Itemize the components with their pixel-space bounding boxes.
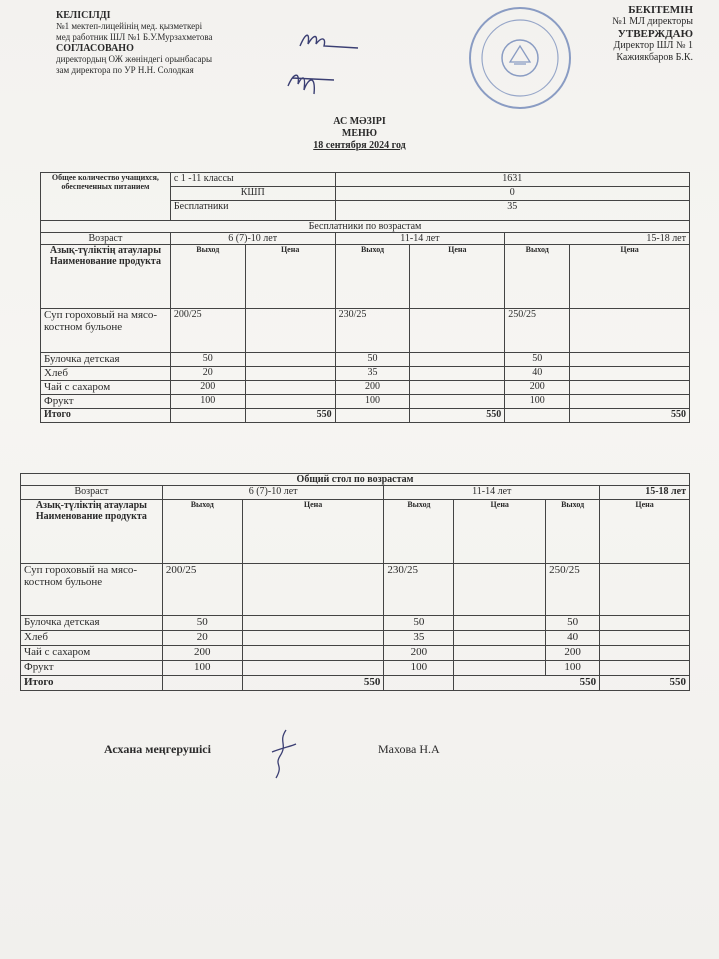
approve-kz-heading: БЕКІТЕМІН (628, 4, 693, 16)
total-output (384, 676, 454, 691)
price-header: Цена (242, 500, 384, 564)
price-value (410, 381, 505, 395)
output-value: 100 (546, 661, 600, 676)
output-header: Выход (162, 500, 242, 564)
menu-title-kz: АС МӘЗІРІ (333, 116, 386, 127)
output-value: 20 (162, 631, 242, 646)
menu-title-ru: МЕНЮ (341, 128, 378, 139)
price-value (454, 616, 546, 631)
total-value: 550 (410, 409, 505, 423)
section-title: Бесплатники по возрастам (41, 221, 690, 233)
output-value: 250/25 (505, 309, 570, 353)
deputy-line-kz: директордың ОЖ жөніндегі орынбасары (56, 54, 213, 64)
price-value (242, 646, 384, 661)
output-header: Выход (170, 245, 245, 309)
deputy-signature (282, 66, 342, 100)
output-value: 35 (335, 367, 410, 381)
output-value: 200 (335, 381, 410, 395)
output-value: 200 (546, 646, 600, 661)
medic-line-ru: мед работник ШЛ №1 Б.У.Мурзахметова (56, 32, 213, 42)
product-name: Булочка детская (21, 616, 163, 631)
menu-title-block (0, 116, 719, 152)
price-value (570, 309, 690, 353)
total-output (335, 409, 410, 423)
summary-row-value: 1631 (335, 173, 689, 187)
price-value (600, 616, 690, 631)
price-value (454, 661, 546, 676)
summary-row-name: КШП (170, 187, 335, 201)
agreed-kz-heading: КЕЛІСІЛДІ (56, 10, 111, 21)
canteen-head-role: Асхана меңгерушісі (104, 742, 211, 756)
general-table (20, 473, 690, 691)
price-value (245, 367, 335, 381)
price-value (410, 367, 505, 381)
output-value: 250/25 (546, 564, 600, 616)
price-value (600, 646, 690, 661)
price-value (600, 631, 690, 646)
output-header: Выход (335, 245, 410, 309)
official-stamp (460, 2, 580, 112)
summary-row-value: 35 (335, 201, 689, 221)
output-value: 50 (546, 616, 600, 631)
product-name: Фрукт (21, 661, 163, 676)
age-group: 6 (7)-10 лет (170, 233, 335, 245)
summary-row-name: Бесплатники (170, 201, 335, 221)
output-value: 230/25 (335, 309, 410, 353)
output-value: 100 (505, 395, 570, 409)
total-value: 550 (454, 676, 600, 691)
age-group: 6 (7)-10 лет (162, 486, 384, 500)
price-value (570, 367, 690, 381)
price-value (245, 381, 335, 395)
product-name: Суп гороховый на мясо-костном бульоне (21, 564, 163, 616)
price-value (245, 395, 335, 409)
price-header: Цена (410, 245, 505, 309)
product-header: Азық-түліктің атаулары Наименование продукта (21, 500, 163, 564)
output-value: 200 (384, 646, 454, 661)
price-header: Цена (245, 245, 335, 309)
price-value (454, 631, 546, 646)
output-value: 100 (170, 395, 245, 409)
output-value: 200 (505, 381, 570, 395)
price-value (454, 564, 546, 616)
output-value: 50 (505, 353, 570, 367)
total-output (162, 676, 242, 691)
output-value: 20 (170, 367, 245, 381)
output-value: 100 (335, 395, 410, 409)
summary-row-value: 0 (335, 187, 689, 201)
output-value: 50 (384, 616, 454, 631)
medic-signature (296, 28, 366, 54)
price-header: Цена (600, 500, 690, 564)
age-group: 15-18 лет (600, 486, 690, 500)
price-value (600, 564, 690, 616)
price-value (242, 564, 384, 616)
product-name: Фрукт (41, 395, 171, 409)
output-value: 50 (170, 353, 245, 367)
approval-block-right (612, 4, 693, 64)
director-name: Кажиякбаров Б.К. (616, 52, 693, 63)
total-label: Итого (21, 676, 163, 691)
price-header: Цена (454, 500, 546, 564)
approve-ru-heading: УТВЕРЖДАЮ (617, 28, 693, 40)
total-value: 550 (242, 676, 384, 691)
product-header: Азық-түліктің атаулары Наименование продукта (41, 245, 171, 309)
price-value (600, 661, 690, 676)
total-label: Итого (41, 409, 171, 423)
product-name: Суп гороховый на мясо-костном бульоне (41, 309, 171, 353)
price-value (242, 616, 384, 631)
output-value: 35 (384, 631, 454, 646)
price-value (454, 646, 546, 661)
output-value: 100 (384, 661, 454, 676)
price-value (570, 381, 690, 395)
output-value: 230/25 (384, 564, 454, 616)
product-name: Хлеб (41, 367, 171, 381)
output-value: 200 (170, 381, 245, 395)
director-line-kz: №1 МЛ директоры (612, 16, 693, 27)
total-value: 550 (245, 409, 335, 423)
price-value (570, 395, 690, 409)
age-label: Возраст (21, 486, 163, 500)
price-value (245, 309, 335, 353)
age-group: 11-14 лет (335, 233, 505, 245)
canteen-head-signature (262, 726, 302, 784)
total-value: 550 (600, 676, 690, 691)
price-value (410, 353, 505, 367)
menu-date: 18 сентября 2024 год (313, 140, 406, 151)
canteen-head-name: Махова Н.А (378, 742, 440, 756)
output-value: 50 (335, 353, 410, 367)
price-value (410, 309, 505, 353)
product-name: Хлеб (21, 631, 163, 646)
price-value (242, 631, 384, 646)
price-value (245, 353, 335, 367)
summary-row-name: с 1 -11 классы (170, 173, 335, 187)
output-header: Выход (384, 500, 454, 564)
summary-label: Общее количество учащихся, обеспеченных питанием (41, 173, 171, 221)
age-group: 11-14 лет (384, 486, 600, 500)
output-value: 200/25 (170, 309, 245, 353)
output-value: 100 (162, 661, 242, 676)
age-label: Возраст (41, 233, 171, 245)
age-group: 15-18 лет (505, 233, 690, 245)
total-value: 550 (570, 409, 690, 423)
approval-block-left (56, 10, 212, 76)
free-meals-table (40, 172, 690, 423)
product-name: Чай с сахаром (41, 381, 171, 395)
agreed-ru-heading: СОГЛАСОВАНО (56, 43, 134, 54)
medic-line-kz: №1 мектеп-лицейінің мед. қызметкері (56, 21, 203, 31)
total-output (505, 409, 570, 423)
total-output (170, 409, 245, 423)
output-value: 200 (162, 646, 242, 661)
output-value: 40 (546, 631, 600, 646)
product-name: Чай с сахаром (21, 646, 163, 661)
director-line-ru: Директор ШЛ № 1 (613, 40, 693, 51)
deputy-line-ru: зам директора по УР Н.Н. Солодкая (56, 65, 194, 75)
output-header: Выход (505, 245, 570, 309)
price-value (570, 353, 690, 367)
output-value: 40 (505, 367, 570, 381)
output-header: Выход (546, 500, 600, 564)
product-name: Булочка детская (41, 353, 171, 367)
section-title: Общий стол по возрастам (21, 474, 690, 486)
price-header: Цена (570, 245, 690, 309)
output-value: 200/25 (162, 564, 242, 616)
price-value (242, 661, 384, 676)
price-value (410, 395, 505, 409)
output-value: 50 (162, 616, 242, 631)
